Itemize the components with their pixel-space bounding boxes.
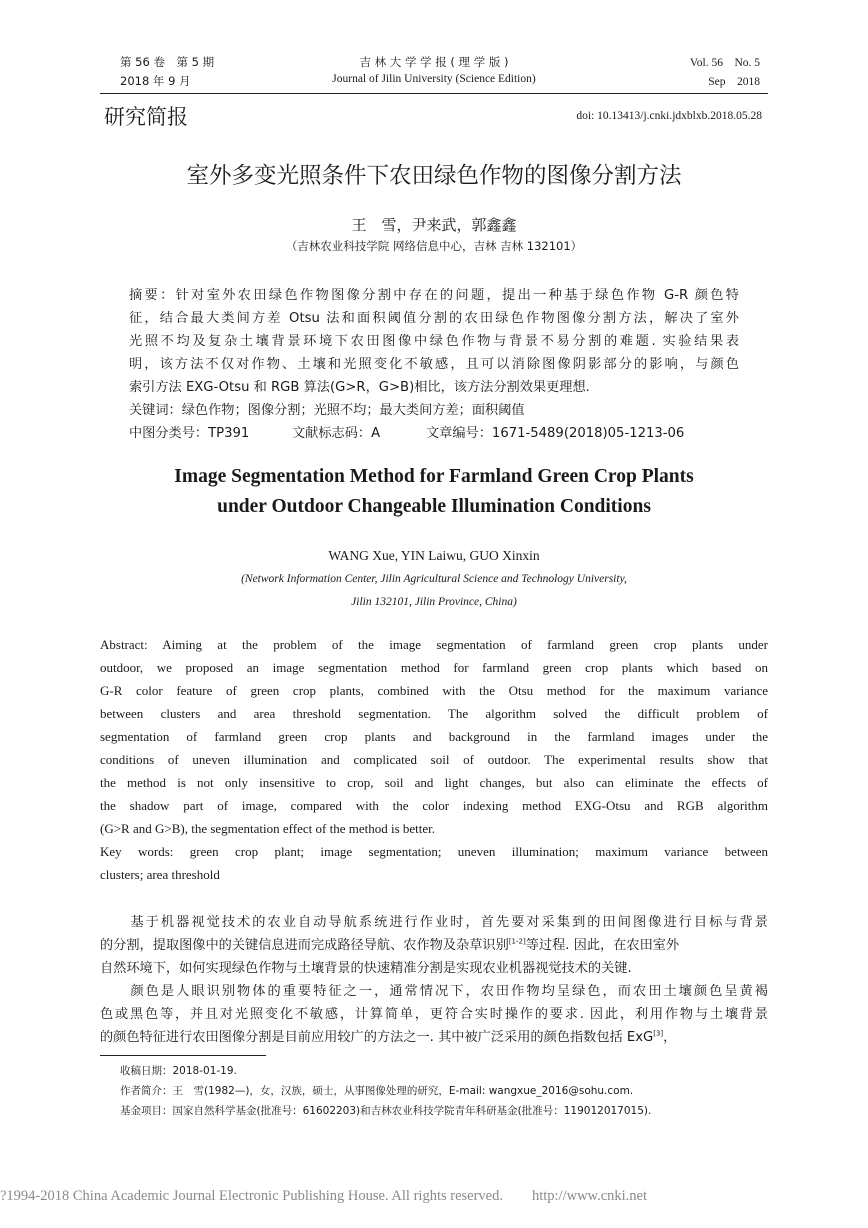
body-text: 的颜色特征进行农田图像分割是目前应用较广的方法之一. 其中被广泛采用的颜色指数包括 ExG <box>100 1030 654 1045</box>
citation-ref: [3] <box>653 1029 664 1038</box>
abstract-en-line: the method is not only insensitive to crop, soil and light changes, but also can eliminate the effects of <box>100 775 768 790</box>
publication-date-cn: 2018 年 9 月 <box>120 74 191 88</box>
article-number: 文章编号：1671-5489(2018)05-1213-06 <box>426 426 685 441</box>
title-en-line: Image Segmentation Method for Farmland Green Crop Plants <box>174 466 694 487</box>
abstract-en-line: outdoor, we proposed an image segmentation method for farmland green crop plants which based on <box>100 660 768 675</box>
section-label: 研究简报 <box>104 105 188 129</box>
abstract-en-line: Abstract: Aiming at the problem of the image segmentation of farmland green crop plants under <box>100 637 768 652</box>
clc-number: 中图分类号：TP391 <box>129 426 250 441</box>
abstract-en-line: the shadow part of image, compared with the color indexing method EXG-Otsu and RGB algorithm <box>100 798 768 813</box>
authors-cn: 王 雪，尹来武，郭鑫鑫 <box>351 216 517 234</box>
affiliation-en-line: Jilin 132101, Jilin Province, China) <box>351 596 517 608</box>
abstract-en-line: G-R color feature of green crop plants, combined with the Otsu method for the maximum variance <box>100 683 768 698</box>
body-text: ， <box>663 1030 677 1045</box>
abstract-cn-line: 明，该方法不仅对作物、土壤和光照变化不敏感，且可以消除图像阴影部分的影响，与颜色 <box>129 357 739 372</box>
body-line: 基于机器视觉技术的农业自动导航系统进行作业时，首先要对采集到的田间图像进行目标与背景 <box>100 915 768 930</box>
abstract-en-line: segmentation of farmland green crop plants and background in the farmland images under the <box>100 729 768 744</box>
copyright-notice: ?1994-2018 China Academic Journal Electronic Publishing House. All rights reserved. http://www.cnki.net <box>0 1188 648 1204</box>
journal-name-en: Journal of Jilin University (Science Edition) <box>332 73 536 85</box>
journal-name-cn: 吉 林 大 学 学 报 ( 理 学 版 ) <box>359 55 509 69</box>
body-text: 的分割，提取图像中的关键信息进而完成路径导航、农作物及杂草识别 <box>100 938 509 953</box>
footnote-rule <box>100 1055 266 1056</box>
affiliation-cn: （吉林农业科技学院 网络信息中心，吉林 吉林 132101） <box>285 239 583 253</box>
body-line <box>100 1026 768 1045</box>
abstract-en-line: (G>R and G>B), the segmentation effect of the method is better. <box>100 821 436 836</box>
keywords-en-line: Key words: green crop plant; image segmentation; uneven illumination; maximum variance between <box>100 844 768 859</box>
citation-ref: [1-2] <box>508 937 526 946</box>
volume-issue-en: Vol. 56 No. 5 <box>689 57 760 69</box>
abstract-en-line: between clusters and area threshold segmentation. The algorithm solved the difficult problem of <box>100 706 768 721</box>
body-line: 色或黑色等，并且对光照变化不敏感，计算简单，更符合实时操作的要求. 因此，利用作物与土壤背景 <box>100 1007 768 1022</box>
abstract-cn-line: 征，结合最大类间方差 Otsu 法和面积阈值分割的农田绿色作物图像分割方法，解决了室外 <box>129 311 739 326</box>
doi: doi: 10.13413/j.cnki.jdxblxb.2018.05.28 <box>576 110 762 122</box>
footnote-funding: 基金项目：国家自然科学基金(批准号：61602203)和吉林农业科技学院青年科研基金(批准号：119012017015). <box>120 1105 652 1117</box>
abstract-cn-line: 索引方法 EXG-Otsu 和 RGB 算法(G>R，G>B)相比，该方法分割效果更理想. <box>129 380 590 395</box>
affiliation-en-line: (Network Information Center, Jilin Agricultural Science and Technology University, <box>241 573 627 585</box>
publication-date-en: Sep 2018 <box>708 76 760 88</box>
authors-en: WANG Xue, YIN Laiwu, GUO Xinxin <box>328 548 540 563</box>
keywords-en-line: clusters; area threshold <box>100 867 220 882</box>
body-line <box>100 934 768 953</box>
body-line: 自然环境下，如何实现绿色作物与土壤背景的快速精准分割是实现农业机器视觉技术的关键. <box>100 961 632 976</box>
title-cn: 室外多变光照条件下农田绿色作物的图像分割方法 <box>186 163 682 189</box>
body-text: 等过程. 因此，在农田室外 <box>525 938 680 953</box>
footnote-received: 收稿日期：2018-01-19. <box>120 1065 237 1077</box>
title-en-line: under Outdoor Changeable Illumination Conditions <box>217 496 651 517</box>
body-line: 颜色是人眼识别物体的重要特征之一，通常情况下，农田作物均呈绿色，而农田土壤颜色呈黄褐 <box>100 984 768 999</box>
abstract-cn-line: 摘要：针对室外农田绿色作物图像分割中存在的问题，提出一种基于绿色作物 G-R 颜色特 <box>129 288 739 303</box>
keywords-cn: 关键词：绿色作物；图像分割；光照不均；最大类间方差；面积阈值 <box>129 403 525 418</box>
abstract-en-line: conditions of uneven illumination and complicated soil of outdoor. The experimental results show that <box>100 752 768 767</box>
volume-issue: 第 56 卷 第 5 期 <box>120 55 215 69</box>
abstract-cn-line: 光照不均及复杂土壤背景环境下农田图像中绿色作物与背景不易分割的难题. 实验结果表 <box>129 334 739 349</box>
footnote-author-bio: 作者简介：王 雪(1982—)，女，汉族，硕士，从事图像处理的研究，E-mail: wangxue_2016@sohu.com. <box>120 1085 634 1097</box>
header-rule <box>100 93 768 94</box>
document-code: 文献标志码：A <box>292 426 381 441</box>
